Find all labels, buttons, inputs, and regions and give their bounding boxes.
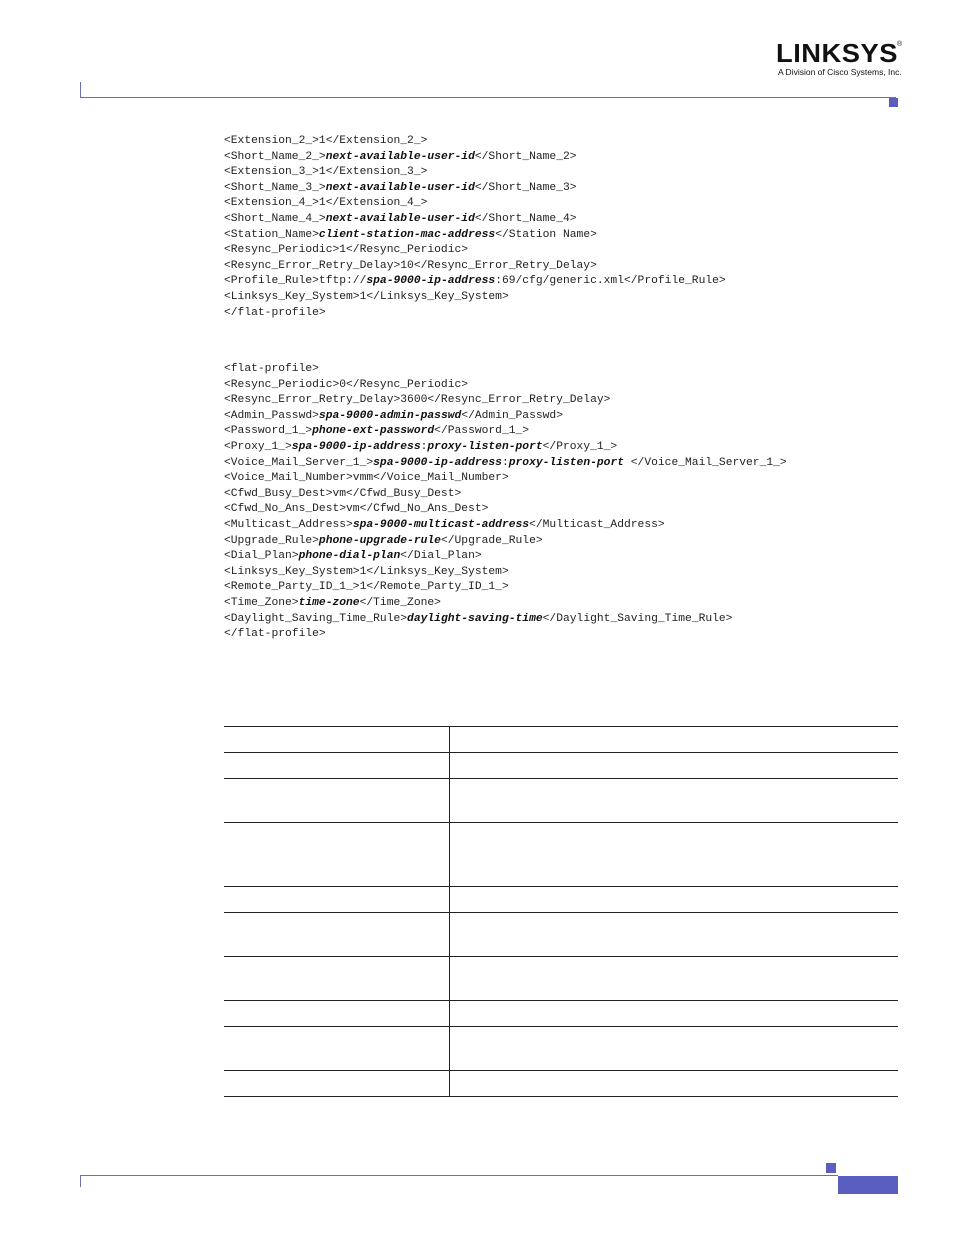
code-line xyxy=(224,181,726,197)
code-text: <Extension_3_>1</Extension_3_> xyxy=(224,166,428,179)
table-column-divider xyxy=(449,727,450,752)
code-line xyxy=(224,165,726,181)
code-text: <Resync_Error_Retry_Delay>3600</Resync_Error_Retry_Delay> xyxy=(224,394,611,407)
code-text: </Admin_Passwd> xyxy=(461,409,563,422)
footer-page-tab xyxy=(838,1176,898,1194)
table-column-divider xyxy=(449,887,450,912)
code-text: <Password_1_> xyxy=(224,425,313,438)
footer-rule xyxy=(80,1175,838,1176)
code-text: <Resync_Error_Retry_Delay>10</Resync_Error_Retry_Delay> xyxy=(224,259,597,272)
code-line xyxy=(224,243,726,259)
code-text: <Voice_Mail_Number>vmm</Voice_Mail_Number> xyxy=(224,472,509,485)
code-placeholder: daylight-saving-time xyxy=(407,612,543,625)
code-line xyxy=(224,627,787,643)
code-placeholder: spa-9000-ip-address xyxy=(373,456,502,469)
code-text: </Short_Name_3> xyxy=(474,181,577,194)
table-row xyxy=(224,778,898,822)
code-text: <Multicast_Address> xyxy=(224,518,353,531)
table-column-divider xyxy=(449,779,450,822)
code-text: <Short_Name_3_> xyxy=(224,181,326,194)
code-line xyxy=(224,549,787,565)
code-text: <Station_Name> xyxy=(224,228,319,241)
table-row xyxy=(224,912,898,956)
code-text: <Profile_Rule>tftp:// xyxy=(224,275,367,288)
code-text: </Voice_Mail_Server_1_> xyxy=(624,456,787,469)
code-placeholder: next-available-user-id xyxy=(325,150,475,163)
code-text: <Proxy_1_> xyxy=(224,440,292,453)
code-line xyxy=(224,534,787,550)
code-text: </flat-profile> xyxy=(224,628,326,641)
code-text: </Short_Name_4> xyxy=(474,212,577,225)
code-line xyxy=(224,196,726,212)
code-text: <Cfwd_No_Ans_Dest>vm</Cfwd_No_Ans_Dest> xyxy=(224,503,489,516)
code-placeholder: phone-dial-plan xyxy=(298,550,401,563)
code-text: </Short_Name_2> xyxy=(474,150,577,163)
code-line xyxy=(224,274,726,290)
code-line xyxy=(224,409,787,425)
code-text: <Extension_2_>1</Extension_2_> xyxy=(224,135,428,147)
code-placeholder: spa-9000-admin-passwd xyxy=(318,409,462,422)
code-text: <flat-profile> xyxy=(224,363,319,375)
code-text: </Password_1_> xyxy=(434,425,530,438)
code-block-generic-profile xyxy=(224,134,726,321)
code-placeholder: client-station-mac-address xyxy=(318,228,496,241)
code-placeholder: spa-9000-ip-address xyxy=(291,440,421,453)
code-text: <Voice_Mail_Server_1_> xyxy=(224,456,374,469)
code-text: <Daylight_Saving_Time_Rule> xyxy=(224,612,408,625)
table-column-divider xyxy=(449,1027,450,1070)
header-marker xyxy=(889,98,898,107)
table-column-divider xyxy=(449,1071,450,1096)
code-text: <Admin_Passwd> xyxy=(224,409,319,422)
code-placeholder: next-available-user-id xyxy=(325,181,475,194)
code-line xyxy=(224,212,726,228)
code-placeholder: phone-ext-password xyxy=(312,425,435,438)
code-text: :69/cfg/generic.xml</Profile_Rule> xyxy=(495,275,726,288)
code-text: </Proxy_1_> xyxy=(542,440,618,453)
code-line xyxy=(224,596,787,612)
code-placeholder: proxy-listen-port xyxy=(427,440,543,453)
table-column-divider xyxy=(449,913,450,956)
code-text: <Extension_4_>1</Extension_4_> xyxy=(224,197,428,210)
code-line xyxy=(224,290,726,306)
code-placeholder: phone-upgrade-rule xyxy=(318,534,441,547)
table-column-divider xyxy=(449,957,450,1000)
code-text: : xyxy=(501,456,509,469)
code-placeholder: proxy-listen-port xyxy=(508,456,624,469)
table-row xyxy=(224,886,898,912)
code-text: <Resync_Periodic>0</Resync_Periodic> xyxy=(224,378,469,391)
code-line xyxy=(224,580,787,596)
code-line xyxy=(224,612,787,628)
code-placeholder: spa-9000-ip-address xyxy=(366,275,496,288)
logo-wordmark: LINKSYS xyxy=(776,38,898,68)
code-line xyxy=(224,259,726,275)
code-text: </Daylight_Saving_Time_Rule> xyxy=(542,612,733,625)
table-row xyxy=(224,726,898,752)
table-row xyxy=(224,1070,898,1097)
code-line xyxy=(224,565,787,581)
code-placeholder: next-available-user-id xyxy=(325,212,475,225)
code-text: </Upgrade_Rule> xyxy=(440,534,543,547)
code-line xyxy=(224,471,787,487)
table-row xyxy=(224,1026,898,1070)
code-line xyxy=(224,362,787,378)
code-line xyxy=(224,228,726,244)
code-text: : xyxy=(420,440,428,453)
table-column-divider xyxy=(449,823,450,886)
code-line xyxy=(224,456,787,472)
code-line xyxy=(224,424,787,440)
code-line xyxy=(224,393,787,409)
code-text: <Short_Name_2_> xyxy=(224,150,326,163)
table-column-divider xyxy=(449,1001,450,1026)
code-line xyxy=(224,487,787,503)
code-text: <Time_Zone> xyxy=(224,596,299,609)
code-text: <Resync_Periodic>1</Resync_Periodic> xyxy=(224,244,469,257)
code-line xyxy=(224,518,787,534)
header-rule-vertical xyxy=(80,82,81,98)
code-placeholder: time-zone xyxy=(298,596,360,609)
code-text: <Upgrade_Rule> xyxy=(224,534,319,547)
code-text: </Time_Zone> xyxy=(359,596,441,609)
table-row xyxy=(224,752,898,778)
code-text: <Dial_Plan> xyxy=(224,550,299,563)
code-text: <Short_Name_4_> xyxy=(224,212,326,225)
parameter-table xyxy=(224,726,898,1097)
code-line xyxy=(224,150,726,166)
code-text: </Station Name> xyxy=(495,228,597,241)
code-line xyxy=(224,502,787,518)
code-text: <Linksys_Key_System>1</Linksys_Key_System> xyxy=(224,290,509,303)
logo-registered-mark: ® xyxy=(897,41,903,48)
footer-marker xyxy=(826,1163,836,1173)
code-text: </Multicast_Address> xyxy=(529,518,665,531)
code-line xyxy=(224,134,726,150)
logo-tagline: A Division of Cisco Systems, Inc. xyxy=(778,67,902,77)
linksys-logo xyxy=(776,40,906,80)
code-line xyxy=(224,378,787,394)
code-text: <Linksys_Key_System>1</Linksys_Key_System> xyxy=(224,565,509,578)
table-column-divider xyxy=(449,753,450,778)
code-text: <Remote_Party_ID_1_>1</Remote_Party_ID_1_> xyxy=(224,581,509,594)
code-line xyxy=(224,306,726,322)
footer-rule-vertical xyxy=(80,1175,81,1187)
code-text: <Cfwd_Busy_Dest>vm</Cfwd_Busy_Dest> xyxy=(224,487,462,500)
table-row xyxy=(224,1000,898,1026)
code-placeholder: spa-9000-multicast-address xyxy=(352,518,530,531)
code-text: </Dial_Plan> xyxy=(400,550,482,563)
code-block-phone-profile xyxy=(224,362,787,643)
header-rule xyxy=(80,97,896,98)
table-row xyxy=(224,956,898,1000)
code-text: </flat-profile> xyxy=(224,306,326,319)
code-line xyxy=(224,440,787,456)
table-row xyxy=(224,822,898,886)
